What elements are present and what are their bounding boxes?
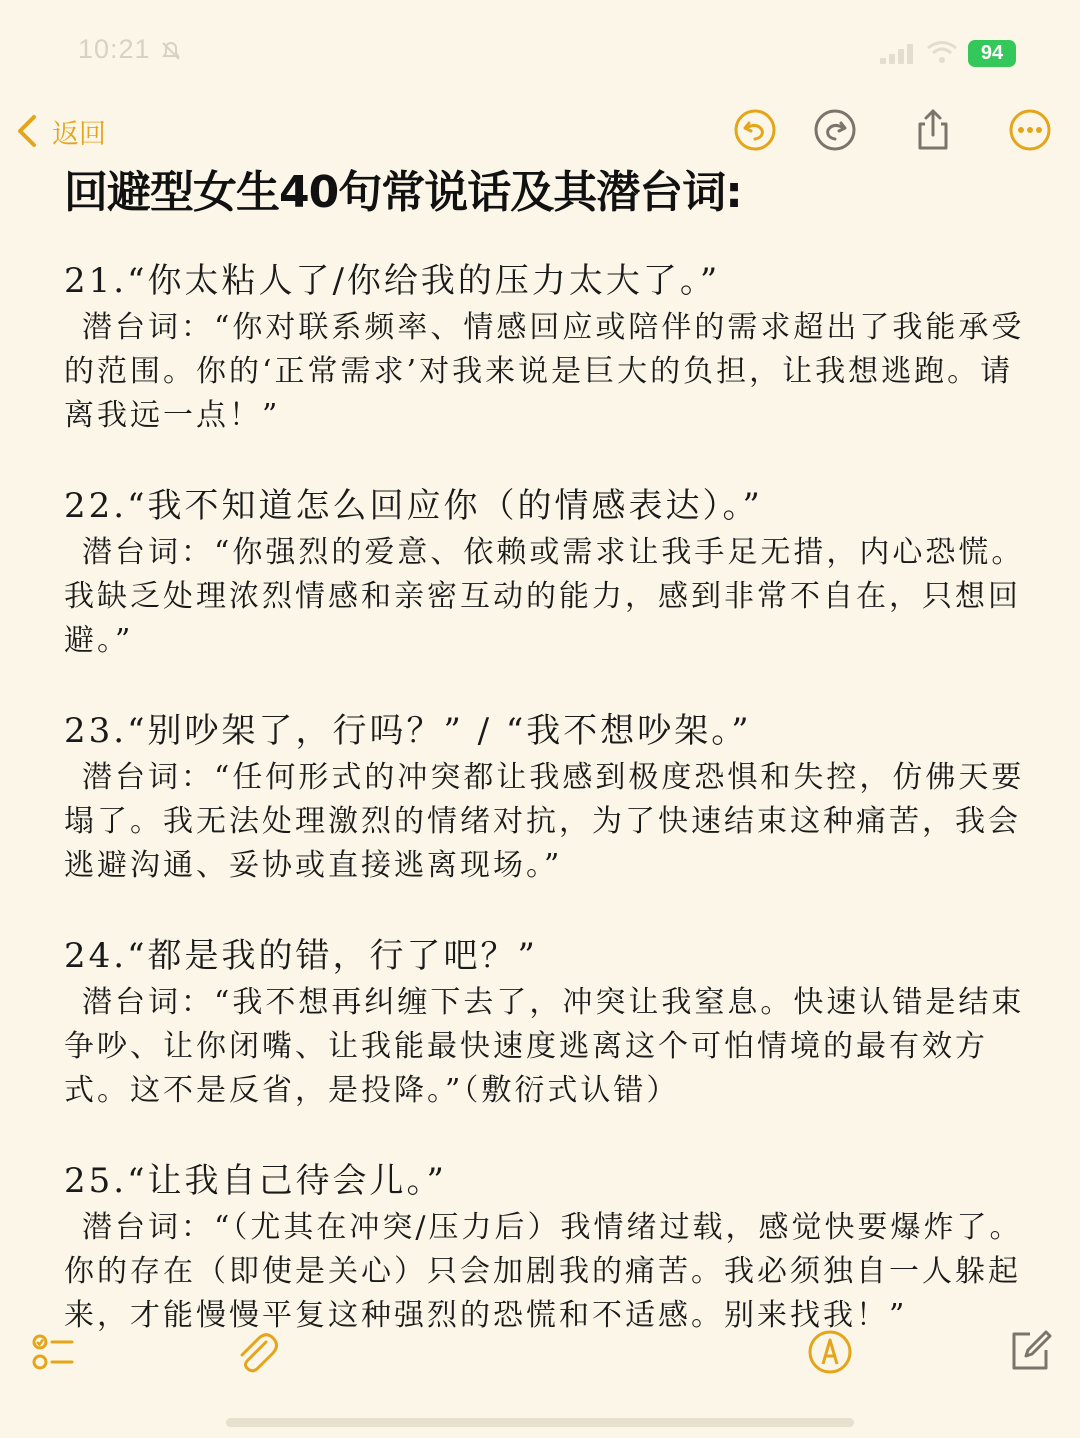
item-quote: 24.“都是我的错，行了吧？” — [64, 936, 538, 976]
checklist-icon[interactable] — [28, 1328, 76, 1376]
note-item — [64, 483, 1036, 663]
home-indicator — [226, 1418, 854, 1427]
share-icon[interactable] — [911, 108, 955, 152]
chevron-left-icon — [14, 113, 40, 149]
cellular-signal-icon — [880, 44, 914, 64]
status-bar — [0, 0, 1080, 100]
item-subtext: 潜台词：“你强烈的爱意、依赖或需求让我手足无措，内心恐慌。我缺乏处理浓烈情感和亲密互动的能力，感到非常不自在，只想回避。” — [64, 535, 1025, 658]
note-item — [64, 708, 1036, 888]
undo-icon[interactable] — [733, 108, 777, 152]
battery-level: 94 — [980, 42, 1004, 64]
compose-icon[interactable] — [1006, 1326, 1054, 1374]
note-title[interactable]: 回避型女生40句常说话及其潜台词: — [64, 167, 742, 218]
more-icon[interactable] — [1008, 108, 1052, 152]
status-time: 10:21 — [78, 34, 151, 64]
note-item — [64, 1158, 1036, 1338]
item-subtext: 潜台词：“你对联系频率、情感回应或陪伴的需求超出了我能承受的范围。你的‘正常需求’对我来说是巨大的负担，让我想逃跑。请离我远一点！” — [64, 310, 1025, 433]
attachment-icon[interactable] — [232, 1328, 280, 1376]
back-button[interactable] — [14, 110, 106, 152]
redo-icon[interactable] — [813, 108, 857, 152]
note-body[interactable] — [64, 258, 1036, 1383]
battery-indicator — [968, 40, 1016, 67]
note-item — [64, 933, 1036, 1113]
bell-muted-icon — [160, 40, 182, 62]
item-subtext: 潜台词：“（尤其在冲突/压力后）我情绪过载，感觉快要爆炸了。你的存在（即使是关心）只会加剧我的痛苦。我必须独自一人躲起来，才能慢慢平复这种强烈的恐慌和不适感。别来找我！” — [64, 1210, 1023, 1333]
item-quote: 22.“我不知道怎么回应你（的情感表达）。” — [64, 486, 763, 526]
item-quote: 23.“别吵架了，行吗？” / “我不想吵架。” — [64, 711, 752, 751]
item-subtext: 潜台词：“我不想再纠缠下去了，冲突让我窒息。快速认错是结束争吵、让你闭嘴、让我能最快速度逃离这个可怕情境的最有效方式。这不是反省，是投降。”（敷衍式认错） — [64, 985, 1025, 1108]
back-label: 返回 — [52, 118, 106, 150]
item-quote: 25.“让我自己待会儿。” — [64, 1161, 447, 1201]
note-item — [64, 258, 1036, 438]
bottom-toolbar — [0, 1320, 1080, 1390]
markup-icon[interactable] — [806, 1328, 854, 1376]
item-subtext: 潜台词：“任何形式的冲突都让我感到极度恐惧和失控，仿佛天要塌了。我无法处理激烈的情绪对抗，为了快速结束这种痛苦，我会逃避沟通、妥协或直接逃离现场。” — [64, 760, 1025, 883]
wifi-icon — [926, 40, 958, 64]
item-quote: 21.“你太粘人了/你给我的压力太大了。” — [64, 261, 721, 301]
